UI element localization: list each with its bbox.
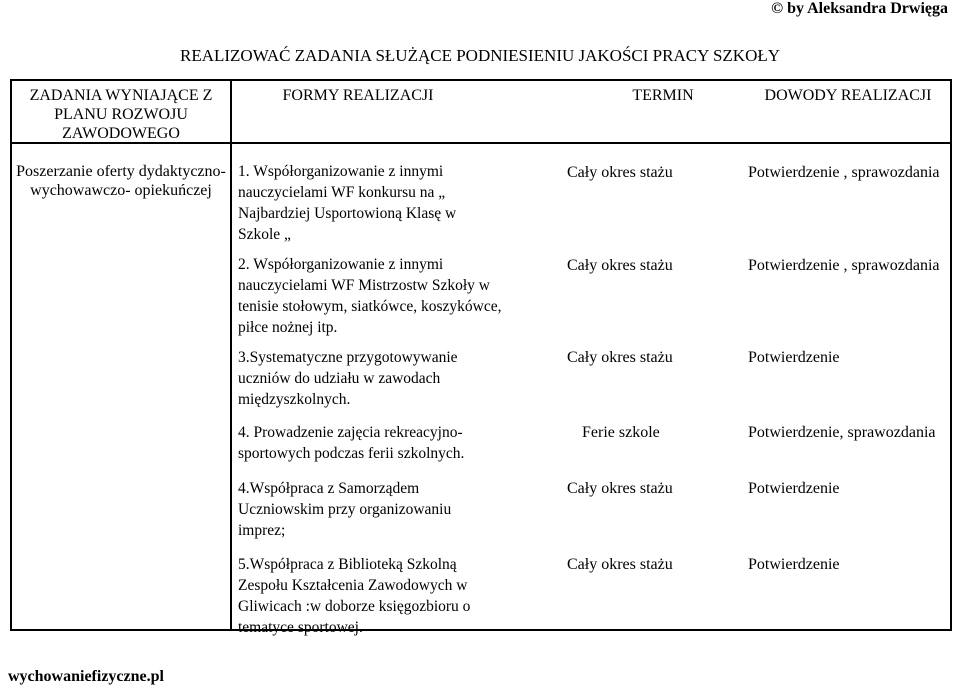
footer-site: wychowaniefizyczne.pl xyxy=(8,668,164,685)
term-item-5: Cały okres stażu xyxy=(567,480,673,497)
form-item-2: 2. Współorganizowanie z innymi nauczycielami WF Mistrzostw Szkoły w tenisie stołowym, siatkówce, koszykówce, piłce nożnej itp. xyxy=(238,256,502,336)
evidence-item-3: Potwierdzenie xyxy=(748,349,840,366)
header-forms: FORMY REALIZACJI xyxy=(282,87,434,104)
copyright-notice: © by Aleksandra Drwięga xyxy=(771,0,948,17)
term-item-3: Cały okres stażu xyxy=(567,349,673,366)
form-item-5: 4.Współpraca z Samorządem Uczniowskim przy organizowaniu imprez; xyxy=(238,480,452,539)
header-task: ZADANIA WYNIAJĄCE Z PLANU ROZWOJU ZAWODOWEGO xyxy=(29,87,213,142)
form-item-3: 3.Systematyczne przygotowywanie uczniów do udziału w zawodach międzyszkolnych. xyxy=(238,349,458,408)
task-cell: Poszerzanie oferty dydaktyczno- wychowawczo- opiekuńczej xyxy=(16,163,226,199)
term-item-4: Ferie szkole xyxy=(582,424,660,441)
evidence-item-1: Potwierdzenie , sprawozdania xyxy=(748,164,940,181)
evidence-item-2: Potwierdzenie , sprawozdania xyxy=(748,257,940,274)
term-item-6: Cały okres stażu xyxy=(567,556,673,573)
evidence-item-4: Potwierdzenie, sprawozdania xyxy=(748,424,936,441)
form-item-4: 4. Prowadzenie zajęcia rekreacyjno- sportowych podczas ferii szkolnych. xyxy=(238,424,465,462)
term-item-2: Cały okres stażu xyxy=(567,257,673,274)
plan-table xyxy=(10,79,952,636)
column-divider xyxy=(230,81,232,629)
form-item-6: 5.Współpraca z Biblioteką Szkolną Zespołu Kształcenia Zawodowych w Gliwicach :w doborze księgozbioru o tematyce sportowej. xyxy=(238,556,471,636)
form-item-1: 1. Współorganizowanie z innymi nauczycielami WF konkursu na „ Najbardziej Usportowioną Klasę w Szkole „ xyxy=(238,163,457,243)
term-item-1: Cały okres stażu xyxy=(567,164,673,181)
evidence-item-6: Potwierdzenie xyxy=(748,556,840,573)
evidence-item-5: Potwierdzenie xyxy=(748,480,840,497)
header-evidence: DOWODY REALIZACJI xyxy=(764,87,932,104)
page-title: REALIZOWAĆ ZADANIA SŁUŻĄCE PODNIESIENIU JAKOŚCI PRACY SZKOŁY xyxy=(179,46,781,65)
header-term: TERMIN xyxy=(632,87,694,104)
